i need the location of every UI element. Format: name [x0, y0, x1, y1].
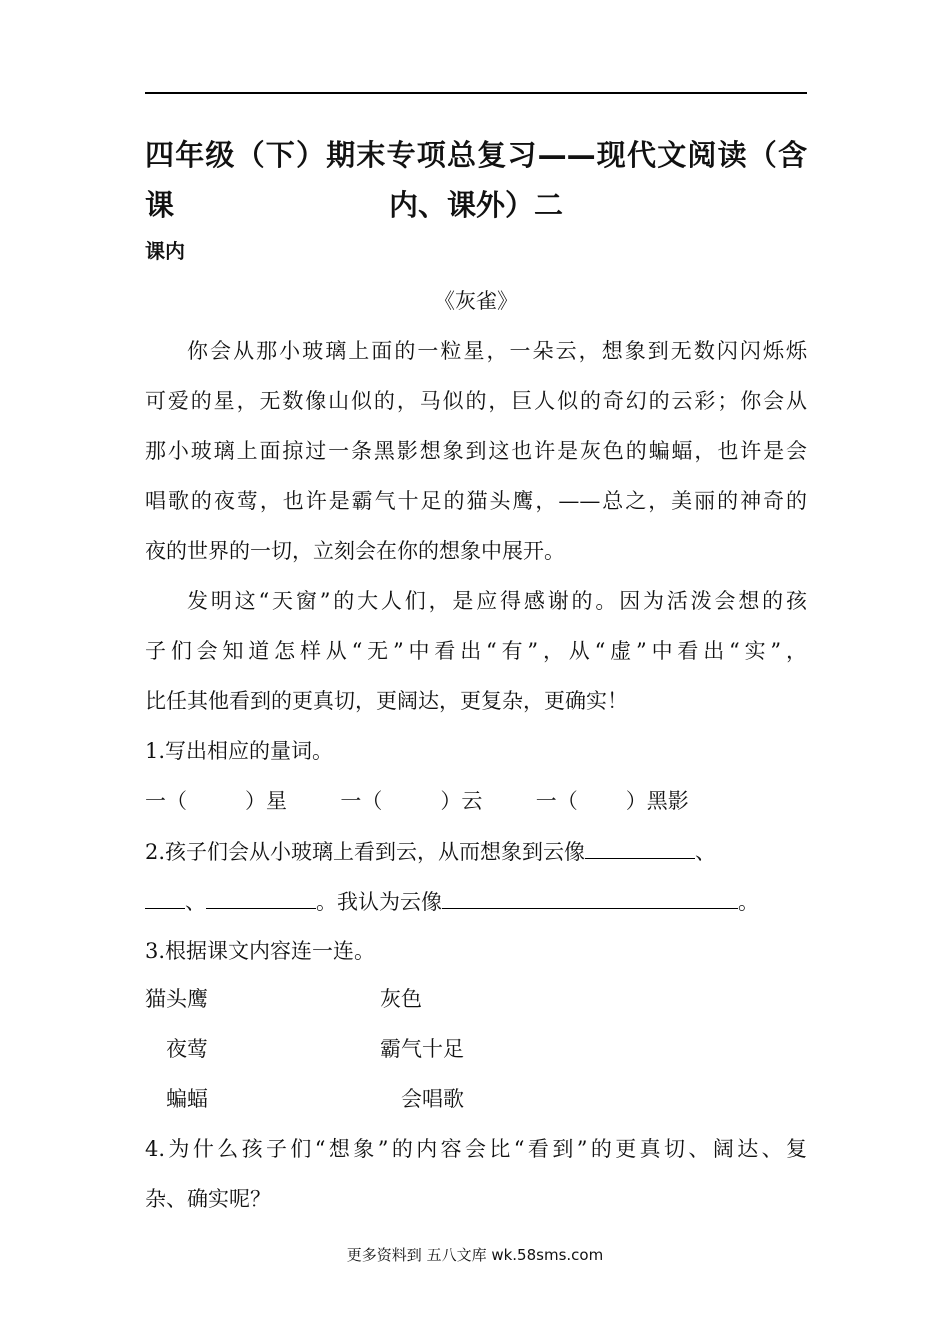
question-4-line-1: 4.为什么孩子们“想象”的内容会比“看到”的更真切、阔达、复 [145, 1137, 807, 1161]
item-prefix: 一（ [145, 789, 187, 813]
question-2-line-1 [145, 836, 807, 867]
answer-blank[interactable] [442, 886, 738, 909]
passage-line: 你会从那小玻璃上面的一粒星，一朵云，想象到无数闪闪烁烁 [187, 339, 807, 363]
match-left-item[interactable]: 猫头鹰 [145, 987, 208, 1011]
question-4-line-2: 杂、确实呢？ [145, 1187, 271, 1211]
passage-line: 子们会知道怎样从“无”中看出“有”，从“虚”中看出“实”， [145, 639, 807, 663]
measure-word-item [536, 789, 689, 813]
passage-line: 发明这“天窗”的大人们，是应得感谢的。因为活泼会想的孩 [187, 589, 807, 613]
separator: 、 [185, 890, 206, 914]
measure-word-item [340, 789, 489, 813]
passage-line: 那小玻璃上面掠过一条黑影想象到这也许是灰色的蝙蝠，也许是会 [145, 439, 807, 463]
page-title-line-2: 内、课外）二 [388, 188, 563, 222]
footer-text: 更多资料到 五八文库 wk.58sms.com [346, 1246, 604, 1264]
passage-line: 唱歌的夜莺，也许是霸气十足的猫头鹰，——总之，美丽的神奇的 [145, 489, 807, 513]
match-right-item[interactable]: 灰色 [380, 987, 422, 1011]
match-right-item[interactable]: 霸气十足 [380, 1037, 464, 1061]
match-right-item[interactable]: 会唱歌 [401, 1087, 464, 1111]
item-suffix: ）星 [245, 789, 287, 813]
question-3-prompt: 3.根据课文内容连一连。 [145, 939, 376, 963]
passage-line: 比任其他看到的更真切，更阔达，更复杂，更确实！ [145, 689, 628, 713]
answer-blank[interactable] [585, 836, 695, 859]
passage-title: 《灰雀》 [434, 289, 518, 313]
question-1-prompt: 1.写出相应的量词。 [145, 739, 334, 763]
page-title-line-1: 四年级（下）期末专项总复习——现代文阅读（含课 [145, 138, 807, 222]
answer-blank[interactable] [206, 886, 316, 909]
match-left-item[interactable]: 蝙蝠 [166, 1087, 208, 1111]
passage-line: 夜的世界的一切，立刻会在你的想象中展开。 [145, 539, 565, 563]
header-rule [145, 92, 807, 94]
item-prefix: 一（ [535, 789, 578, 813]
question-2-line-2 [145, 886, 807, 917]
item-prefix: 一（ [340, 789, 383, 813]
answer-blank[interactable] [145, 886, 185, 909]
passage-line: 可爱的星，无数像山似的，马似的，巨人似的奇幻的云彩；你会从 [145, 389, 807, 413]
item-suffix: ）黑影 [625, 789, 689, 813]
end-punct: 。 [738, 890, 759, 914]
section-label: 课内 [145, 239, 185, 263]
separator: 、 [695, 840, 717, 864]
measure-word-item [145, 789, 294, 813]
question-1-items [145, 786, 807, 816]
question-2-text: 。我认为云像 [316, 890, 442, 914]
match-left-item[interactable]: 夜莺 [166, 1037, 208, 1061]
item-suffix: ）云 [440, 789, 483, 813]
question-2-text: 2.孩子们会从小玻璃上看到云，从而想象到云像 [145, 840, 586, 864]
